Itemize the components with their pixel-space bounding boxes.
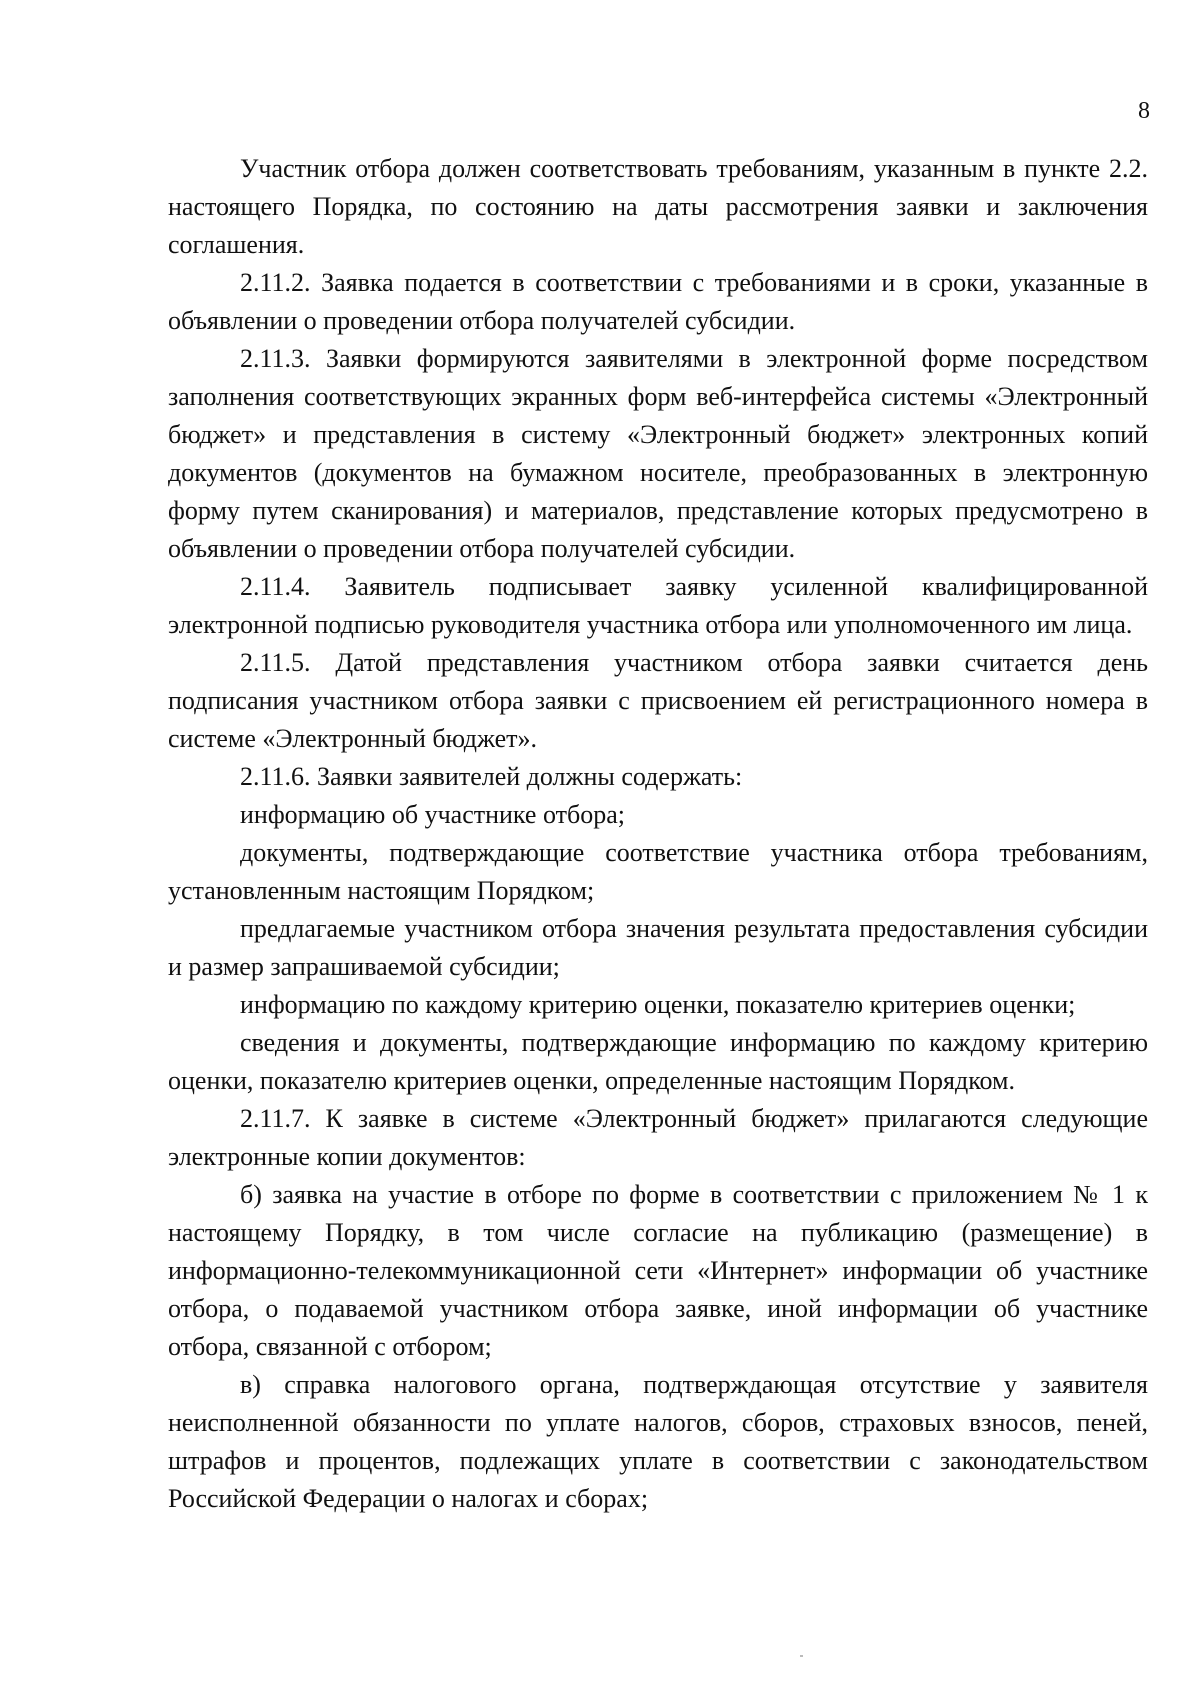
paragraph-2-11-7: 2.11.7. К заявке в системе «Электронный бюджет» прилагаются следующие электронные копии документов:	[168, 1104, 1148, 1171]
list-item-b-application: б) заявка на участие в отборе по форме в соответствии с приложением № 1 к настоящему Порядку, в том числе согласие на публикацию (размещение) в информационно-телекоммуникационной сети «Интернет» информации об участнике отбора, о подаваемой участником отбора заявке, иной информации об участнике отбора, связанной с отбором;	[168, 1180, 1148, 1361]
paragraph-2-11-3: 2.11.3. Заявки формируются заявителями в электронной форме посредством заполнения соответствующих экранных форм веб-интерфейса системы «Электронный бюджет» и представления в систему «Электронный бюджет» электронных копий документов (документов на бумажном носителе, преобразованных в электронную форму путем сканирования) и материалов, представление которых предусмотрено в объявлении о проведении отбора получателей субсидии.	[168, 344, 1148, 563]
paragraph-participant-requirements: Участник отбора должен соответствовать требованиям, указанным в пункте 2.2. настоящего Порядка, по состоянию на даты рассмотрения заявки и заключения соглашения.	[168, 154, 1148, 259]
paragraph-2-11-5: 2.11.5. Датой представления участником отбора заявки считается день подписания участником отбора заявки с присвоением ей регистрационного номера в системе «Электронный бюджет».	[168, 648, 1148, 753]
list-item-result-values: предлагаемые участником отбора значения результата предоставления субсидии и размер запрашиваемой субсидии;	[168, 914, 1148, 981]
list-item-criteria-documents: сведения и документы, подтверждающие информацию по каждому критерию оценки, показателю критериев оценки, определенные настоящим Порядком.	[168, 1028, 1148, 1095]
list-item-v-tax-certificate: в) справка налогового органа, подтверждающая отсутствие у заявителя неисполненной обязанности по уплате налогов, сборов, страховых взносов, пеней, штрафов и процентов, подлежащих уплате в соответствии с законодательством Российской Федерации о налогах и сборах;	[168, 1370, 1148, 1513]
paragraph-2-11-4: 2.11.4. Заявитель подписывает заявку усиленной квалифицированной электронной подписью руководителя участника отбора или уполномоченного им лица.	[168, 572, 1148, 639]
page-number: 8	[1138, 98, 1150, 124]
list-item-compliance-documents: документы, подтверждающие соответствие участника отбора требованиям, установленным настоящим Порядком;	[168, 838, 1148, 905]
paragraph-2-11-2: 2.11.2. Заявка подается в соответствии с требованиями и в сроки, указанные в объявлении о проведении отбора получателей субсидии.	[168, 268, 1148, 335]
paragraph-2-11-6: 2.11.6. Заявки заявителей должны содержать:	[240, 762, 743, 791]
scan-speck	[800, 1655, 803, 1657]
document-body	[168, 150, 1148, 1518]
list-item-criteria-info: информацию по каждому критерию оценки, показателю критериев оценки;	[240, 990, 1076, 1019]
list-item-participant-info: информацию об участнике отбора;	[240, 800, 625, 829]
